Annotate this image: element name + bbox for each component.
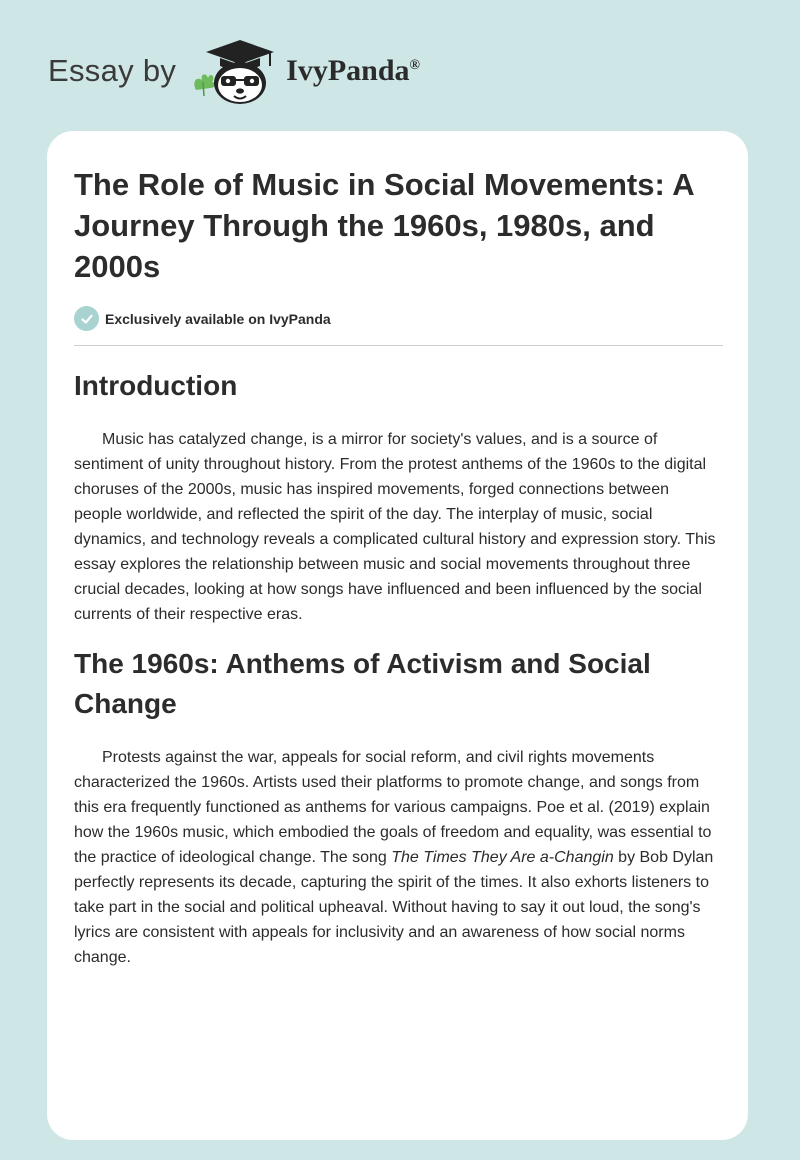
- section-body-1960s: Protests against the war, appeals for social reform, and civil rights movements characterized the 1960s. Artists used their platforms to promote change, and songs from this era frequently functioned as anthems for various campaigns. Poe et al. (2019) explain how the 1960s music, which embodied the goals of freedom and equality, was essential to the practice of ideological change. The song The Times They Are a-Changin by Bob Dylan perfectly represents its decade, capturing the spirit of the times. It also exhorts listeners to take part in the social and political upheaval. Without having to say it out loud, the song's lyrics are consistent with appeals for inclusivity and an awareness of how social norms change.: [74, 749, 714, 966]
- divider: [74, 345, 723, 346]
- check-icon: [74, 306, 99, 331]
- brand-name: IvyPanda®: [286, 54, 421, 87]
- essay-title: The Role of Music in Social Movements: A Journey Through the 1960s, 1980s, and 2000s: [74, 167, 694, 284]
- essay-card: [47, 131, 748, 1140]
- brand-prefix: Essay by: [48, 53, 177, 88]
- section-heading-introduction: Introduction: [74, 370, 238, 401]
- section-heading-1960s: The 1960s: Anthems of Activism and Social Change: [74, 648, 651, 719]
- brand-header: [48, 36, 420, 106]
- song-title: The Times They Are a-Changin: [391, 849, 614, 866]
- panda-logo-icon: [190, 36, 282, 106]
- section-body-introduction: Music has catalyzed change, is a mirror for society's values, and is a source of sentiment of unity throughout history. From the protest anthems of the 1960s to the digital choruses of the 2000s, music has inspired movements, forged connections between people worldwide, and reflected the spirit of the day. The interplay of music, social dynamics, and technology reveals a complicated cultural history and expression story. This essay explores the relationship between music and social movements throughout three crucial decades, looking at how songs have influenced and been influenced by the social currents of their respective eras.: [74, 431, 716, 623]
- exclusive-badge: [74, 306, 331, 331]
- badge-text: Exclusively available on IvyPanda: [105, 310, 331, 327]
